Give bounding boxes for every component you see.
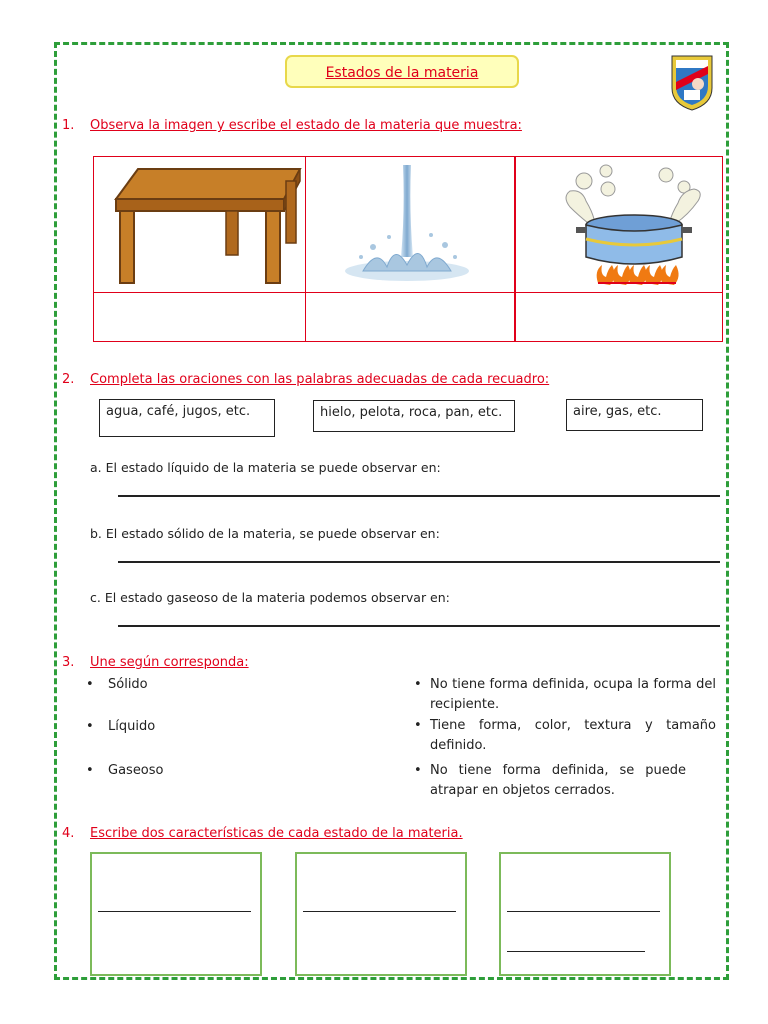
question-3-text: Une según corresponda:: [90, 655, 249, 670]
boiling-pot-icon: [548, 161, 713, 296]
match-left-label: Líquido: [108, 719, 156, 734]
question-3-heading: [62, 655, 249, 670]
school-crest-logo: [668, 52, 716, 112]
answer-box-2-line: [303, 911, 456, 912]
sentence-b: b. El estado sólido de la materia, se puede observar en:: [90, 526, 440, 541]
question-2-heading: [62, 372, 549, 387]
bullet-icon: •: [86, 677, 94, 692]
page-title-box: [285, 55, 519, 88]
sentence-a: a. El estado líquido de la materia se puede observar en:: [90, 460, 441, 475]
match-left-label: Sólido: [108, 677, 148, 692]
question-4-text: Escribe dos características de cada estado de la materia.: [90, 826, 463, 841]
page-title: Estados de la materia: [325, 65, 479, 81]
answer-line-a[interactable]: [118, 495, 720, 497]
match-left-liquid[interactable]: [86, 719, 155, 734]
question-1-number: 1.: [62, 118, 75, 133]
answer-line-b[interactable]: [118, 561, 720, 563]
question-1-text: Observa la imagen y escribe el estado de la materia que muestra:: [90, 118, 522, 133]
answer-box-1-line: [98, 911, 251, 912]
match-left-label: Gaseoso: [108, 763, 164, 778]
word-box-solid: hielo, pelota, roca, pan, etc.: [313, 400, 515, 432]
answer-box-1[interactable]: [90, 852, 262, 976]
answer-box-3[interactable]: [499, 852, 671, 976]
question-4-number: 4.: [62, 826, 75, 841]
bullet-icon: •: [414, 677, 422, 692]
match-right-1[interactable]: No tiene forma definida, ocupa la forma del recipiente.: [430, 677, 716, 712]
match-left-gas[interactable]: [86, 763, 164, 778]
answer-line-c[interactable]: [118, 625, 720, 627]
bullet-icon: •: [86, 763, 94, 778]
answer-box-3-line-2: [507, 951, 645, 952]
water-splash-icon: [333, 161, 483, 291]
image-table: [93, 156, 723, 342]
question-3-number: 3.: [62, 655, 75, 670]
word-box-gas: aire, gas, etc.: [566, 399, 703, 431]
match-right-2[interactable]: Tiene forma, color, textura y tamaño definido.: [430, 718, 716, 753]
question-4-heading: [62, 826, 463, 841]
word-box-liquid: agua, café, jugos, etc.: [99, 399, 275, 437]
bullet-icon: •: [86, 719, 94, 734]
bullet-icon: •: [414, 763, 422, 778]
answer-box-3-line-1: [507, 911, 660, 912]
question-2-text: Completa las oraciones con las palabras adecuadas de cada recuadro:: [90, 372, 550, 387]
answer-box-2[interactable]: [295, 852, 467, 976]
bullet-icon: •: [414, 718, 422, 733]
match-left-solid[interactable]: [86, 677, 148, 692]
question-2-number: 2.: [62, 372, 75, 387]
match-right-3[interactable]: No tiene forma definida, se puede atrapar en objetos cerrados.: [430, 763, 686, 798]
question-1-heading: [62, 118, 522, 133]
sentence-c: c. El estado gaseoso de la materia podemos observar en:: [90, 590, 450, 605]
table-icon: [108, 161, 303, 291]
